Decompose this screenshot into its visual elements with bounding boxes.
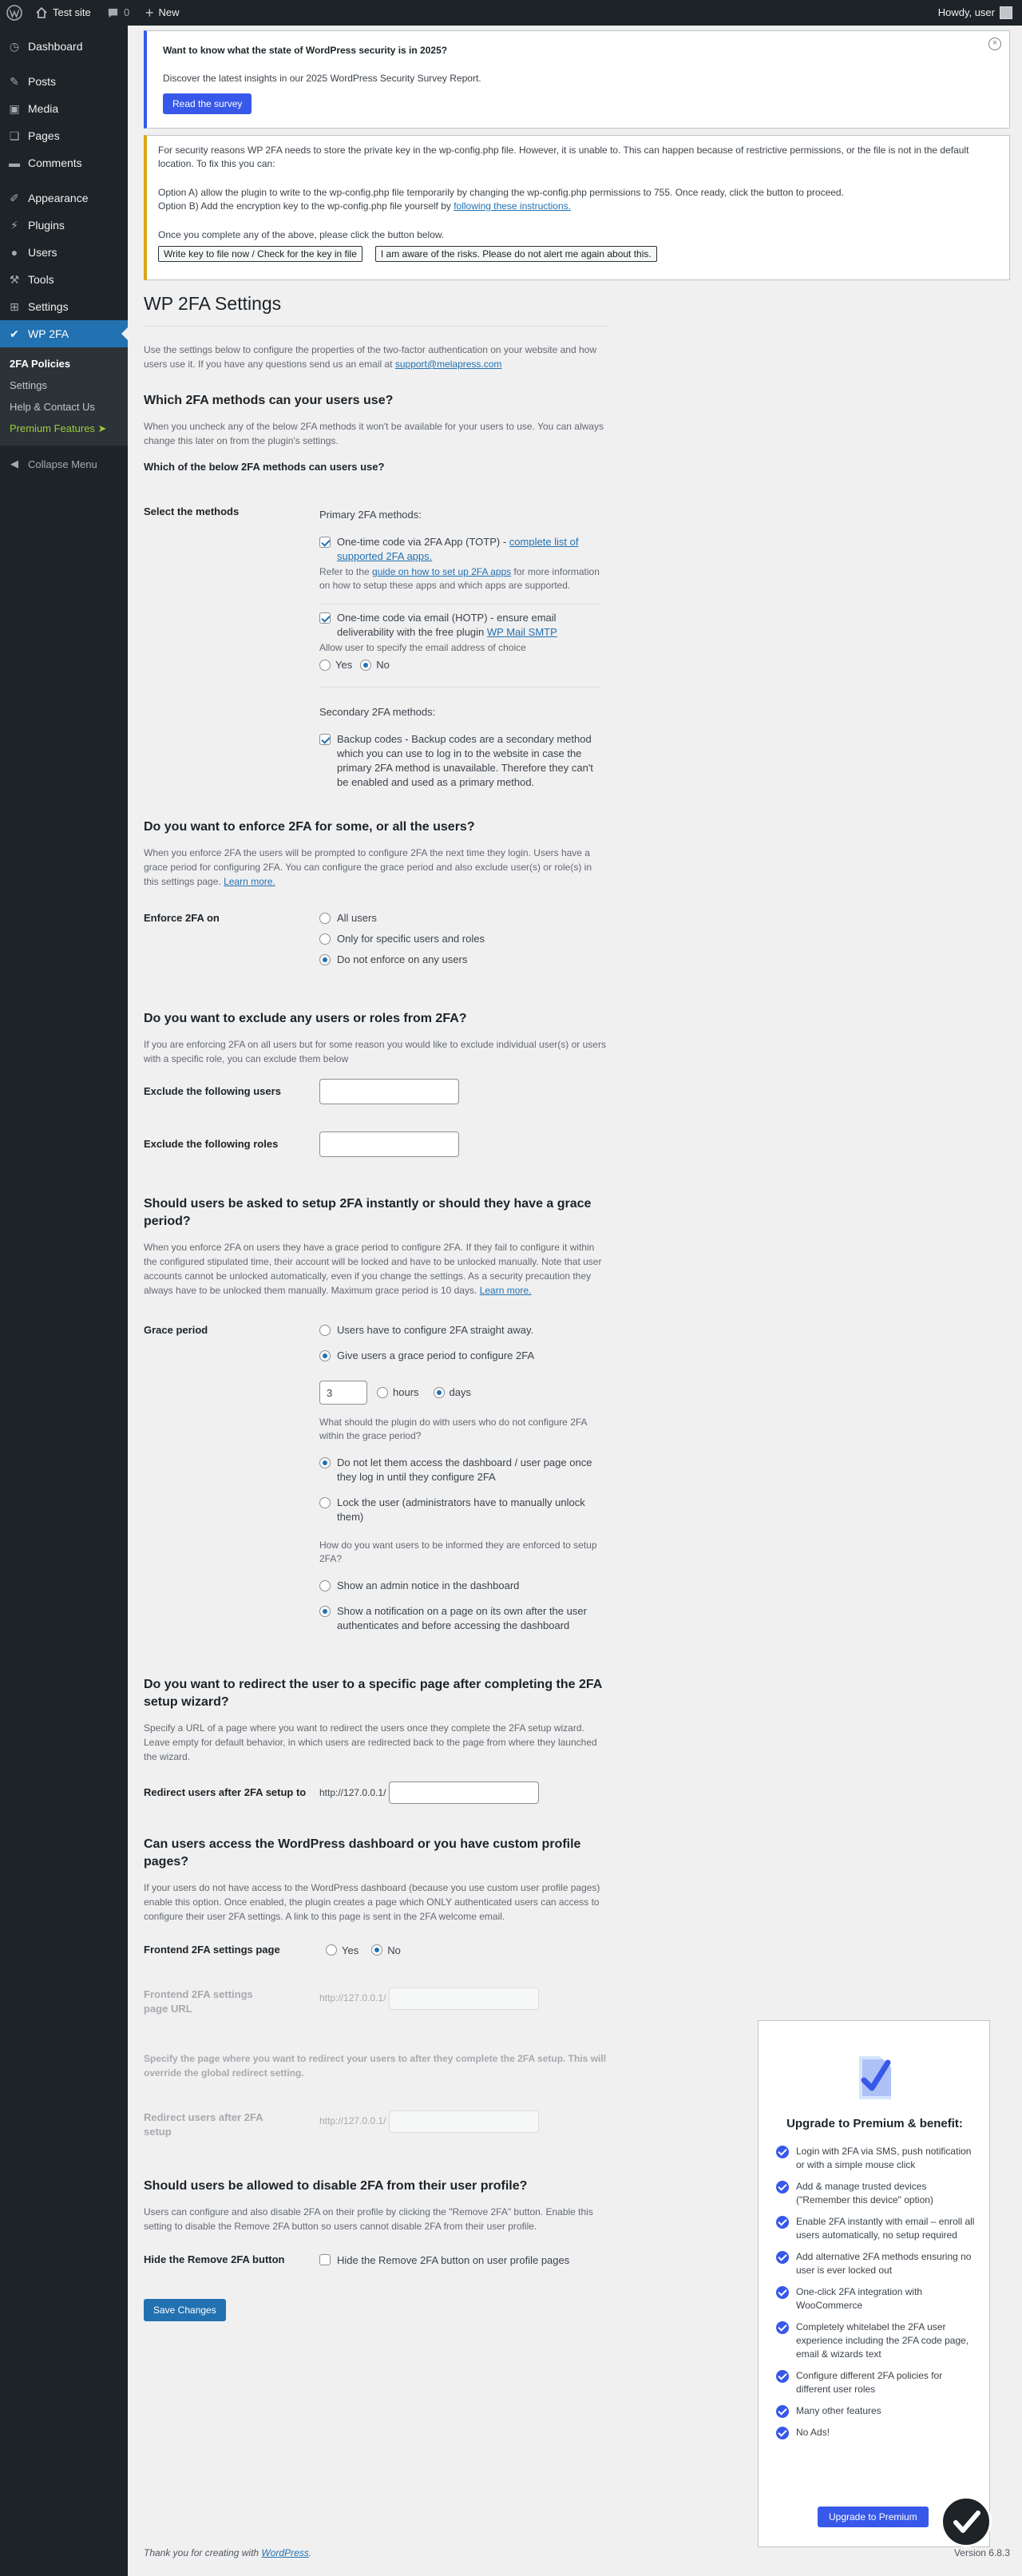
grace-straight-radio[interactable] <box>319 1325 331 1336</box>
totp-checkbox[interactable] <box>319 537 331 548</box>
comments-link[interactable] <box>107 0 129 26</box>
promo-feature-text: One-click 2FA integration with WooCommerce <box>796 2286 923 2311</box>
grace-days-radio[interactable] <box>434 1387 445 1398</box>
read-survey-button[interactable]: Read the survey <box>163 93 252 114</box>
hotp-checkbox[interactable] <box>319 612 331 624</box>
promo-feature <box>776 2404 976 2418</box>
refer-tail: for more information on how to setup these apps and which apps are supported. <box>319 566 600 591</box>
check-circle-icon <box>776 2370 789 2383</box>
enforce-heading: Do you want to enforce 2FA for some, or all the users? <box>144 820 475 834</box>
instructions-link[interactable]: following these instructions. <box>454 200 571 212</box>
menu-item-plugins[interactable] <box>0 212 128 239</box>
promo-feature <box>776 2215 976 2242</box>
check-circle-icon <box>776 2405 789 2418</box>
plugin-icon: ⚡ <box>10 218 18 232</box>
primary-methods-title: Primary 2FA methods: <box>319 509 422 521</box>
frontend-specify-note: Specify the page where you want to redirect your users to after they complete the 2FA setup. This will override the global redirect setting. <box>144 2053 607 2079</box>
survey-title: Want to know what the state of WordPress security is in 2025? <box>163 45 448 56</box>
menu-label: Dashboard <box>28 40 83 53</box>
grace-lock-label: Lock the user (administrators have to manually unlock them) <box>337 1496 585 1523</box>
site-link[interactable] <box>35 0 91 26</box>
grace-lock-radio[interactable] <box>319 1497 331 1508</box>
grace-page-notice-label: Show a notification on a page on its own after the user authenticates and before accessing the dashboard <box>337 1605 587 1631</box>
site-name: Test site <box>53 6 91 18</box>
check-circle-icon <box>776 2181 789 2194</box>
disable-desc: Users can configure and also disable 2FA on their profile by clicking the "Remove 2FA" button. Enable this setting to disable the Remove 2FA button so users cannot disable 2FA from their user profile. <box>144 2206 593 2232</box>
promo-feature <box>776 2285 976 2312</box>
methods-desc: When you uncheck any of the below 2FA methods it won't be available for your users to use. You can always change this later on from the plugin's settings. <box>144 421 604 446</box>
frontend-no-radio[interactable] <box>371 1944 382 1956</box>
promo-feature-text: Completely whitelabel the 2FA user experience including the 2FA code page, email & wizards text <box>796 2321 969 2360</box>
frontend-url-prefix: http://127.0.0.1/ <box>319 1992 386 2003</box>
write-key-button[interactable]: Write key to file now / Check for the key in file <box>158 246 362 262</box>
frontend-heading: Can users access the WordPress dashboard or you have custom profile pages? <box>144 1837 581 1869</box>
grace-desc-text: When you enforce 2FA on users they have a grace period to configure 2FA. If they fail to configure it within the configured stipulated time, their account will be locked and have to be unlocked manually. Note that user accounts cannot be unlocked automatically, even if you change the settings. As a security precaution they always have to be unlocked them manually. Maximum grace period is 10 days. <box>144 1242 602 1296</box>
redirect-url-input[interactable] <box>389 1781 539 1804</box>
hide-remove-checkbox[interactable] <box>319 2254 331 2265</box>
menu-label: Collapse Menu <box>28 458 97 470</box>
footer-tail: . <box>308 2547 312 2558</box>
wp-mail-smtp-link[interactable]: WP Mail SMTP <box>486 626 557 638</box>
submenu-item-premium[interactable]: Premium Features ➤ <box>10 422 107 434</box>
promo-feature-list <box>776 2145 976 2447</box>
grace-straight-label: Users have to configure 2FA straight away. <box>337 1324 534 1336</box>
enforce-desc-text: When you enforce 2FA the users will be prompted to configure 2FA the next time they login. Users have a grace period for configuring 2FA. You can configure the grace period and also exclude user(s) or role(s) in this settings page. <box>144 847 592 887</box>
intro-text: Use the settings below to configure the properties of the two-factor authentication on your website and how users use it. If you have any questions send us an email at <box>144 344 596 370</box>
wordpress-logo-icon[interactable] <box>6 0 22 26</box>
menu-item-tools[interactable] <box>0 266 128 293</box>
menu-label: Tools <box>28 273 54 286</box>
hotp-label: One-time code via email (HOTP) - ensure email deliverability with the free plugin <box>337 612 557 638</box>
backup-codes-label: Backup codes - Backup codes are a secondary method which you can use to log in to the website in case the primary 2FA method is unavailable. Therefore they can't be enabled and used as a primary method. <box>337 733 593 788</box>
menu-label: WP 2FA <box>28 327 69 340</box>
avatar <box>1000 6 1012 19</box>
grace-admin-notice-label: Show an admin notice in the dashboard <box>337 1579 520 1591</box>
promo-feature <box>776 2426 976 2439</box>
grace-block-radio[interactable] <box>319 1457 331 1468</box>
menu-item-settings[interactable] <box>0 293 128 320</box>
promo-feature-text: Add alternative 2FA methods ensuring no user is ever locked out <box>796 2251 972 2276</box>
frontend-yes-label: Yes <box>342 1944 359 1956</box>
exclude-users-label: Exclude the following users <box>144 1085 281 1097</box>
divider <box>144 326 607 327</box>
footer-thanks: Thank you for creating with <box>144 2547 262 2558</box>
menu-item-appearance[interactable] <box>0 184 128 212</box>
menu-label: Appearance <box>28 192 89 204</box>
grace-label: Grace period <box>144 1324 208 1336</box>
menu-item-dashboard[interactable] <box>0 33 128 60</box>
menu-label: Pages <box>28 129 60 142</box>
exclude-desc: If you are enforcing 2FA on all users but for some reason you would like to exclude individual user(s) or users with a specific role, you can exclude them below <box>144 1039 606 1064</box>
methods-subheading: Which of the below 2FA methods can users use? <box>144 461 385 473</box>
frontend-desc: If your users do not have access to the WordPress dashboard (because you use custom user profile pages) enable this option. Once enabled, the plugin creates a page which ONLY authenticated users can access to configure their user 2FA settings. A link to this page is sent in the 2FA welcome email. <box>144 1882 600 1922</box>
promo-feature <box>776 2369 976 2396</box>
check-circle-icon <box>776 2146 789 2158</box>
grace-heading: Should users be asked to setup 2FA instantly or should they have a grace period? <box>144 1197 592 1228</box>
redirect-url-prefix: http://127.0.0.1/ <box>319 1787 386 1798</box>
backup-codes-checkbox[interactable] <box>319 734 331 745</box>
allow-email-label: Allow user to specify the email address of choice <box>319 642 526 653</box>
menu-item-posts[interactable] <box>0 68 128 95</box>
divider <box>319 687 600 688</box>
no-label: No <box>376 659 390 671</box>
warning-option-a: Option A) allow the plugin to write to the wp-config.php file temporarily by changing the wp-config.php permissions to 755. Once ready, click the button to proceed. <box>158 187 844 198</box>
option-b-text: Option B) Add the encryption key to the wp-config.php file yourself by <box>158 200 451 212</box>
page-intro <box>144 343 607 371</box>
frontend-url-input[interactable] <box>389 1987 539 2010</box>
premium-promo-box <box>758 2020 990 2547</box>
menu-item-media[interactable] <box>0 95 128 122</box>
grace-period-label: Give users a grace period to configure 2FA <box>337 1349 535 1361</box>
promo-feature-text: Login with 2FA via SMS, push notification or with a simple mouse click <box>796 2146 972 2170</box>
enforce-all-label: All users <box>337 912 377 924</box>
new-label: New <box>158 6 180 18</box>
survey-notice <box>144 30 1010 129</box>
menu-label: Media <box>28 102 59 115</box>
survey-text: Discover the latest insights in our 2025 WordPress Security Survey Report. <box>163 73 481 84</box>
enforce-none-label: Do not enforce on any users <box>337 953 468 965</box>
dismiss-icon[interactable]: × <box>988 38 1001 50</box>
frontend-url-label: Frontend 2FA settings page URL <box>144 1988 253 2015</box>
promo-feature-text: Add & manage trusted devices ("Remember this device" option) <box>796 2181 933 2205</box>
secondary-methods-title: Secondary 2FA methods: <box>319 706 436 718</box>
grace-period-radio[interactable] <box>319 1350 331 1361</box>
admin-sidebar <box>0 26 128 2576</box>
grace-admin-notice-radio[interactable] <box>319 1580 331 1591</box>
promo-feature-text: No Ads! <box>796 2427 830 2438</box>
hide-remove-label: Hide the Remove 2FA button <box>144 2253 285 2265</box>
methods-label: Select the methods <box>144 505 240 517</box>
submenu-item-settings[interactable]: Settings <box>10 379 47 391</box>
frontend-redirect-label: Redirect users after 2FA setup <box>144 2111 263 2138</box>
enforce-learn-more-link[interactable]: Learn more. <box>224 876 275 887</box>
allow-email-no-radio[interactable] <box>360 660 371 671</box>
check-circle-icon <box>776 2286 789 2299</box>
promo-feature-text: Many other features <box>796 2405 881 2416</box>
frontend-yes-radio[interactable] <box>326 1944 337 1956</box>
allow-email-yes-radio[interactable] <box>319 660 331 671</box>
grace-amount-input[interactable] <box>319 1381 367 1405</box>
supported-apps-link[interactable]: complete list of supported 2FA apps. <box>337 536 579 562</box>
warning-option-b <box>158 200 998 213</box>
warning-once: Once you complete any of the above, please click the button below. <box>158 229 445 240</box>
frontend-label: Frontend 2FA settings page <box>144 1944 280 1956</box>
hours-label: hours <box>393 1386 419 1398</box>
methods-heading: Which 2FA methods can your users use? <box>144 394 394 407</box>
frontend-redirect-input[interactable] <box>389 2110 539 2133</box>
collapse-icon: ◀ <box>10 458 18 470</box>
frontend-no-label: No <box>387 1944 401 1956</box>
save-changes-button[interactable]: Save Changes <box>144 2299 226 2321</box>
days-label: days <box>449 1386 471 1398</box>
exclude-roles-input[interactable] <box>319 1131 459 1157</box>
check-circle-icon <box>776 2427 789 2439</box>
page-title: WP 2FA Settings <box>144 293 282 314</box>
wp2fa-logo-icon: ✔ <box>10 327 19 340</box>
wp2fa-submenu <box>0 347 128 446</box>
promo-feature <box>776 2145 976 2172</box>
dashboard-icon: ◷ <box>9 39 20 53</box>
yes-label: Yes <box>335 659 353 671</box>
enforce-label: Enforce 2FA on <box>144 912 220 924</box>
grace-page-notice-radio[interactable] <box>319 1606 331 1617</box>
grace-learn-more-link[interactable]: Learn more. <box>479 1285 532 1296</box>
security-badge-icon[interactable] <box>941 2496 992 2547</box>
redirect-desc: Specify a URL of a page where you want to redirect the users once they complete the 2FA setup wizard. Leave empty for default behavior, in which users are redirected back to the page from where they launched the wizard. <box>144 1722 597 1762</box>
grace-inform-question: How do you want users to be informed they are enforced to setup 2FA? <box>319 1540 597 1564</box>
media-icon: ▣ <box>9 101 20 115</box>
check-circle-icon <box>776 2216 789 2229</box>
support-email-link[interactable]: support@melapress.com <box>394 359 502 370</box>
collapse-menu-button[interactable] <box>0 450 128 478</box>
hotp-option <box>337 611 600 640</box>
comment-count: 0 <box>124 6 130 18</box>
enforce-all-radio[interactable] <box>319 913 331 924</box>
promo-feature <box>776 2180 976 2207</box>
promo-title: Upgrade to Premium & benefit: <box>786 2117 963 2130</box>
wrench-icon: ⚒ <box>9 272 20 286</box>
menu-label: Plugins <box>28 219 65 232</box>
menu-item-users[interactable] <box>0 239 128 266</box>
settings-icon: ⊞ <box>10 299 19 313</box>
check-circle-icon <box>776 2251 789 2264</box>
wp2fa-promo-logo-icon <box>856 2051 894 2101</box>
disable-heading: Should users be allowed to disable 2FA from their user profile? <box>144 2179 528 2193</box>
pages-icon: ❏ <box>9 129 20 142</box>
enforce-desc <box>144 846 607 889</box>
grace-amount-value: 3 <box>327 1387 333 1399</box>
footer <box>144 2547 1010 2558</box>
version-text: Version 6.8.3 <box>953 2547 1010 2558</box>
enforce-none-radio[interactable] <box>319 954 331 965</box>
menu-item-comments[interactable] <box>0 149 128 176</box>
check-circle-icon <box>776 2321 789 2334</box>
promo-feature <box>776 2250 976 2277</box>
wordpress-link[interactable]: WordPress <box>261 2547 309 2558</box>
totp-refer <box>319 565 600 592</box>
howdy-text: Howdy, user <box>937 6 995 18</box>
setup-guide-link[interactable]: guide on how to set up 2FA apps <box>372 566 512 577</box>
grace-block-label: Do not let them access the dashboard / user page once they log in until they configure 2FA <box>337 1456 592 1483</box>
comment-icon <box>107 7 119 19</box>
admin-bar <box>0 0 1022 26</box>
menu-label: Settings <box>28 300 69 313</box>
grace-action-question: What should the plugin do with users who do not configure 2FA within the grace period? <box>319 1417 587 1441</box>
wpconfig-warning-notice <box>144 135 1010 280</box>
menu-label: Comments <box>28 157 82 169</box>
warning-text: For security reasons WP 2FA needs to store the private key in the wp-config.php file. However, it is unable to. This can happen because of restrictive permissions, or the file is not in the default location. To fix this you can: <box>158 145 969 169</box>
brush-icon: ✐ <box>10 191 19 204</box>
home-icon <box>35 6 48 19</box>
menu-item-wp2fa[interactable] <box>0 320 128 347</box>
menu-label: Users <box>28 246 57 259</box>
grace-hours-radio[interactable] <box>377 1387 388 1398</box>
new-content-link[interactable] <box>145 0 180 26</box>
refer-text: Refer to the <box>319 566 373 577</box>
submenu-item-help[interactable]: Help & Contact Us <box>10 401 95 413</box>
dismiss-risk-button[interactable]: I am aware of the risks. Please do not alert me again about this. <box>375 246 657 262</box>
promo-feature-text: Enable 2FA instantly with email – enroll all users automatically, no setup required <box>796 2216 975 2241</box>
hide-remove-option-label: Hide the Remove 2FA button on user profile pages <box>337 2253 570 2266</box>
plus-icon: + <box>145 5 154 21</box>
totp-label: One-time code via 2FA App (TOTP) - <box>337 536 509 548</box>
frontend-redirect-prefix: http://127.0.0.1/ <box>319 2115 386 2126</box>
exclude-users-input[interactable] <box>319 1079 459 1104</box>
redirect-label: Redirect users after 2FA setup to <box>144 1786 307 1798</box>
submenu-item-policies[interactable]: 2FA Policies <box>10 358 71 370</box>
enforce-specific-label: Only for specific users and roles <box>337 933 485 945</box>
promo-feature <box>776 2320 976 2361</box>
upgrade-premium-button[interactable]: Upgrade to Premium <box>818 2507 929 2527</box>
enforce-specific-radio[interactable] <box>319 933 331 945</box>
redirect-heading: Do you want to redirect the user to a specific page after completing the 2FA setup wizard? <box>144 1678 602 1709</box>
exclude-roles-label: Exclude the following roles <box>144 1138 279 1150</box>
grace-desc <box>144 1240 607 1298</box>
users-icon: ● <box>10 246 18 259</box>
comments-icon: ▬ <box>9 157 20 169</box>
pin-icon: ✎ <box>10 74 19 88</box>
promo-feature-text: Configure different 2FA policies for different user roles <box>796 2370 943 2395</box>
menu-item-pages[interactable] <box>0 122 128 149</box>
user-account-menu[interactable] <box>938 0 1012 26</box>
menu-label: Posts <box>28 75 57 88</box>
totp-option <box>337 535 600 564</box>
exclude-heading: Do you want to exclude any users or roles from 2FA? <box>144 1012 467 1025</box>
